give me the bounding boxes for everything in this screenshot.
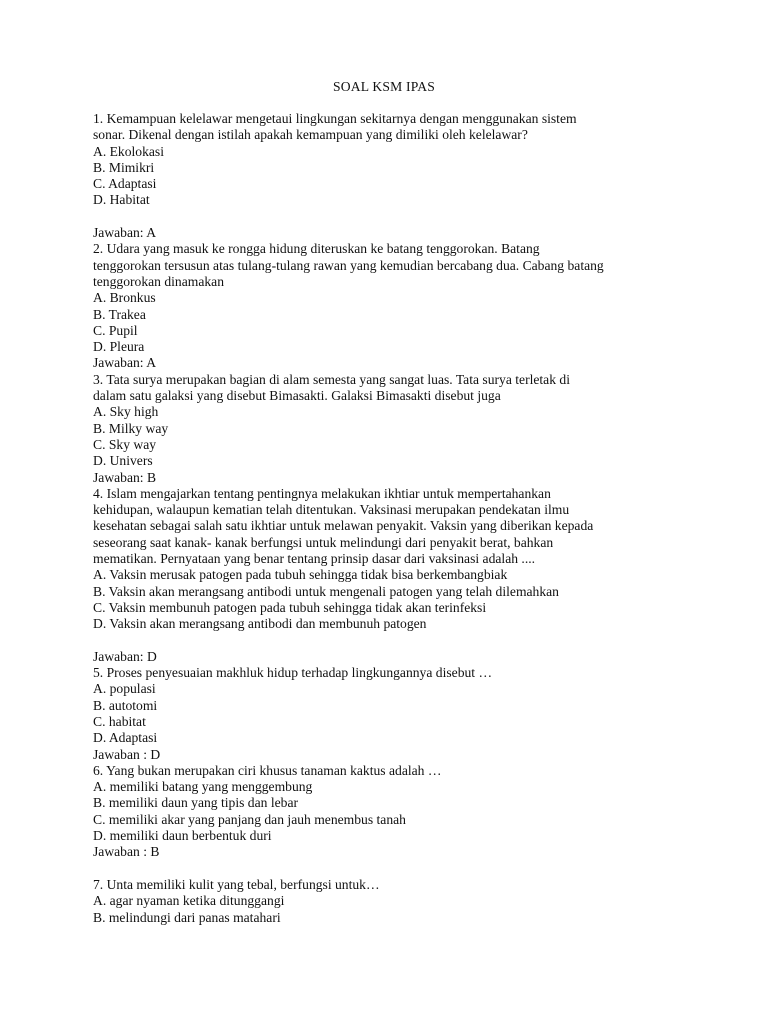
answer-key: Jawaban : B bbox=[93, 844, 160, 860]
option-d: D. Vaksin akan merangsang antibodi dan membunuh patogen bbox=[93, 616, 427, 632]
option-a: A. populasi bbox=[93, 681, 156, 697]
option-d: D. memiliki daun berbentuk duri bbox=[93, 828, 272, 844]
question-7 bbox=[93, 877, 683, 926]
question-text: kehidupan, walaupun kematian telah ditentukan. Vaksinasi merupakan pendekatan ilmu bbox=[93, 502, 570, 518]
spacer bbox=[93, 633, 683, 649]
question-text: 1. Kemampuan kelelawar mengetaui lingkungan sekitarnya dengan menggunakan sistem bbox=[93, 111, 577, 126]
option-a: A. Ekolokasi bbox=[93, 143, 164, 159]
spacer bbox=[93, 209, 683, 225]
question-text: seseorang saat kanak- kanak berfungsi untuk melindungi dari penyakit berat, bahkan bbox=[93, 534, 554, 550]
option-d: D. Pleura bbox=[93, 339, 145, 355]
question-text: 2. Udara yang masuk ke rongga hidung diteruskan ke batang tenggorokan. Batang bbox=[93, 241, 540, 257]
option-b: B. memiliki daun yang tipis dan lebar bbox=[93, 795, 299, 811]
option-d: D. Habitat bbox=[93, 192, 150, 208]
question-text: 7. Unta memiliki kulit yang tebal, berfungsi untuk… bbox=[93, 876, 380, 892]
option-a: A. memiliki batang yang menggembung bbox=[93, 779, 313, 795]
option-a: A. Vaksin merusak patogen pada tubuh sehingga tidak bisa berkembangbiak bbox=[93, 567, 508, 583]
answer-key: Jawaban: D bbox=[93, 648, 157, 664]
option-c: C. Sky way bbox=[93, 436, 157, 452]
question-text: 3. Tata surya merupakan bagian di alam semesta yang sangat luas. Tata surya terletak di bbox=[93, 371, 570, 387]
option-c: C. memiliki akar yang panjang dan jauh menembus tanah bbox=[93, 811, 406, 827]
question-text: dalam satu galaksi yang disebut Bimasakti. Galaksi Bimasakti disebut juga bbox=[93, 388, 501, 404]
option-b: B. Vaksin akan merangsang antibodi untuk mengenali patogen yang telah dilemahkan bbox=[93, 583, 559, 599]
question-text: tenggorokan tersusun atas tulang-tulang rawan yang kemudian bercabang dua. Cabang batang bbox=[93, 257, 604, 273]
answer-key: Jawaban : D bbox=[93, 746, 161, 762]
option-b: B. Milky way bbox=[93, 420, 169, 436]
option-a: A. Bronkus bbox=[93, 290, 156, 306]
option-b: B. melindungi dari panas matahari bbox=[93, 909, 281, 925]
option-c: C. Vaksin membunuh patogen pada tubuh sehingga tidak akan terinfeksi bbox=[93, 599, 487, 615]
question-2 bbox=[93, 241, 683, 371]
option-b: B. autotomi bbox=[93, 697, 158, 713]
answer-key: Jawaban: B bbox=[93, 469, 157, 485]
option-d: D. Univers bbox=[93, 453, 153, 469]
question-text: 5. Proses penyesuaian makhluk hidup terhadap lingkungannya disebut … bbox=[93, 665, 493, 681]
question-text: 4. Islam mengajarkan tentang pentingnya melakukan ikhtiar untuk mempertahankan bbox=[93, 485, 551, 501]
question-5 bbox=[93, 665, 683, 763]
question-6 bbox=[93, 763, 683, 861]
option-c: C. habitat bbox=[93, 713, 146, 729]
spacer bbox=[93, 861, 683, 877]
question-text: mematikan. Pernyataan yang benar tentang prinsip dasar dari vaksinasi adalah .... bbox=[93, 551, 536, 567]
question-4 bbox=[93, 486, 683, 665]
option-b: B. Mimikri bbox=[93, 159, 155, 175]
question-text: kesehatan sebagai salah satu ikhtiar untuk melawan penyakit. Vaksin yang diberikan kepada bbox=[93, 518, 594, 534]
question-text: tenggorokan dinamakan bbox=[93, 273, 224, 289]
option-c: C. Adaptasi bbox=[93, 176, 157, 192]
question-3 bbox=[93, 372, 683, 486]
question-text: 6. Yang bukan merupakan ciri khusus tanaman kaktus adalah … bbox=[93, 762, 442, 778]
option-b: B. Trakea bbox=[93, 306, 146, 322]
option-a: A. Sky high bbox=[93, 404, 159, 420]
option-c: C. Pupil bbox=[93, 322, 138, 338]
question-text: sonar. Dikenal dengan istilah apakah kemampuan yang dimiliki oleh kelelawar? bbox=[93, 127, 528, 143]
document-body bbox=[93, 111, 683, 926]
answer-key: Jawaban: A bbox=[93, 225, 157, 241]
option-d: D. Adaptasi bbox=[93, 730, 158, 746]
option-a: A. agar nyaman ketika ditunggangi bbox=[93, 893, 285, 909]
question-1 bbox=[93, 111, 683, 241]
document-title: SOAL KSM IPAS bbox=[332, 79, 436, 94]
answer-key: Jawaban: A bbox=[93, 355, 157, 371]
